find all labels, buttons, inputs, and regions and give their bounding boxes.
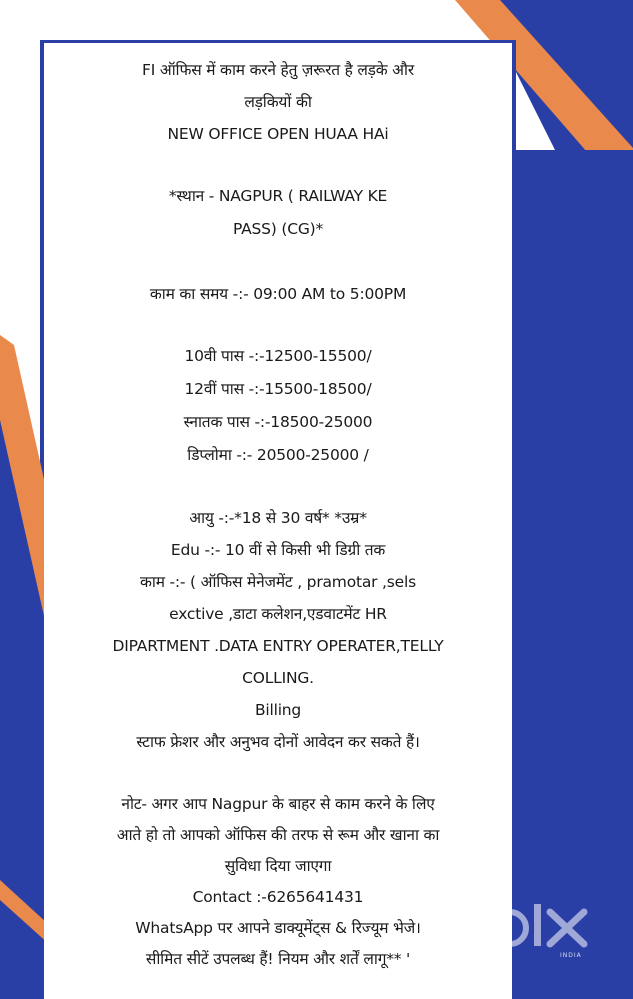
header-block xyxy=(44,54,512,150)
whatsapp-line: WhatsApp पर आपने डाक्यूमेंट्स & रिज्यूम भेजे। xyxy=(135,919,421,937)
location-block xyxy=(44,180,512,246)
header-line-2: लड़कियों की xyxy=(244,93,312,111)
salary-line-diploma: डिप्लोमा -:- 20500-25000 / xyxy=(187,446,369,464)
salary-line-12th: 12वीं पास -:-15500-18500/ xyxy=(184,380,372,398)
eligibility-line: स्टाफ फ्रेशर और अनुभव दोनों आवेदन कर सकते हैं। xyxy=(136,733,420,751)
education-line: Edu -:- 10 वीं से किसी भी डिग्री तक xyxy=(170,541,386,559)
timing-block xyxy=(44,278,512,311)
salary-line-10th: 10वी पास -:-12500-15500/ xyxy=(184,347,372,365)
note-block xyxy=(44,789,512,975)
work-line-2: exctive ,डाटा कलेशन,एडवाटमेंट HR xyxy=(169,605,387,623)
header-line-3: NEW OFFICE OPEN HUAA HAi xyxy=(167,125,389,143)
work-line-4: COLLING. xyxy=(242,669,314,687)
age-line: आयु -:-*18 से 30 वर्ष* *उम्र* xyxy=(189,509,367,527)
details-block xyxy=(44,502,512,758)
work-line-1: काम -:- ( ऑफिस मेनेजमेंट , pramotar ,sels xyxy=(140,573,416,591)
right-blue-strip xyxy=(512,150,633,999)
work-line-3: DIPARTMENT .DATA ENTRY OPERATER,TELLY xyxy=(112,637,444,655)
timing-line: काम का समय -:- 09:00 AM to 5:00PM xyxy=(149,285,407,303)
olx-logo-icon xyxy=(484,898,604,968)
work-line-5: Billing xyxy=(254,701,302,719)
contact-line: Contact :-6265641431 xyxy=(192,888,364,906)
olx-country-label: INDIA xyxy=(560,952,582,959)
terms-line: सीमित सीटें उपलब्ध हैं! नियम और शर्तें लागू** ' xyxy=(145,950,411,968)
salary-block xyxy=(44,340,512,472)
header-line-1: FI ऑफिस में काम करने हेतु ज़रूरत है लड़के और xyxy=(142,61,414,79)
note-line-1: नोट- अगर आप Nagpur के बाहर से काम करने के लिए xyxy=(121,795,435,813)
location-line-2: PASS) (CG)* xyxy=(232,220,324,238)
note-line-2: आते हो तो आपको ऑफिस की तरफ से रूम और खाना का xyxy=(116,826,440,844)
salary-line-graduate: स्नातक पास -:-18500-25000 xyxy=(183,413,373,431)
location-line-1: *स्थान - NAGPUR ( RAILWAY KE xyxy=(168,187,388,205)
note-line-3: सुविधा दिया जाएगा xyxy=(224,857,332,875)
